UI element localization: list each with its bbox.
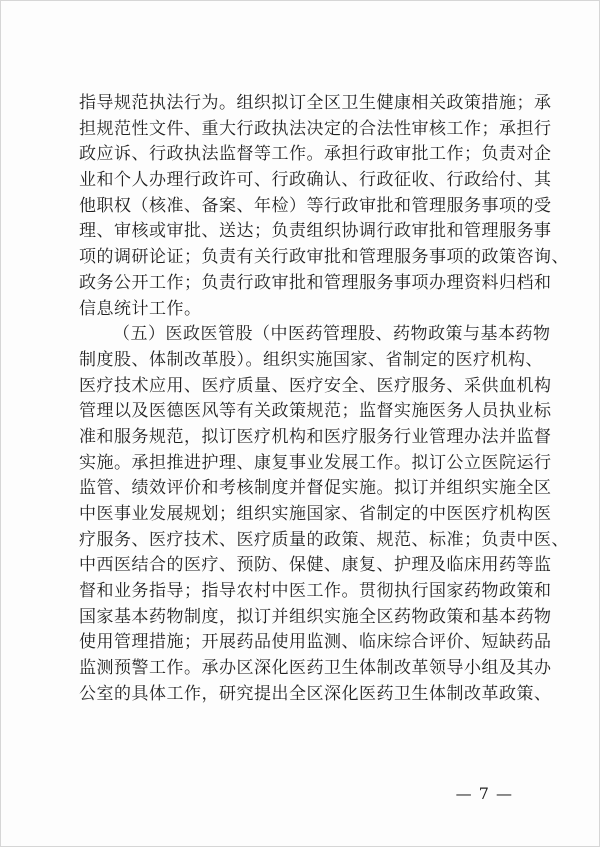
text-line: 信息统计工作。: [79, 298, 202, 319]
text-line: 理、审核或审批、送达；负责组织协调行政审批和管理服务事: [79, 221, 552, 242]
text-line: 他职权（核准、备案、年检）等行政审批和管理服务事项的受: [79, 195, 552, 216]
text-line: 监测预警工作。承办区深化医药卫生体制改革领导小组及其办: [79, 658, 552, 679]
text-line: 督和业务指导；指导农村中医工作。贯彻执行国家药物政策和: [79, 581, 552, 602]
section-heading-line: （五）医政医管股（中医药管理股、药物政策与基本药物: [113, 324, 551, 345]
text-line: 使用管理措施；开展药品使用监测、临床综合评价、短缺药品: [79, 632, 552, 653]
text-line: 疗服务、医疗技术、医疗质量的政策、规范、标准；负责中医、: [79, 529, 569, 550]
text-line: 业和个人办理行政许可、行政确认、行政征收、行政给付、其: [79, 170, 552, 191]
text-line: 项的调研论证；负责有关行政审批和管理服务事项的政策咨询、: [79, 247, 569, 268]
body-text: [79, 91, 569, 708]
text-line: 监管、绩效评价和考核制度并督促实施。拟订并组织实施全区: [79, 478, 552, 499]
text-line: 中医事业发展规划；组织实施国家、省制定的中医医疗机构医: [79, 504, 552, 524]
text-line: 医疗技术应用、医疗质量、医疗安全、医疗服务、采供血机构: [79, 375, 552, 396]
text-line: 管理以及医德医风等有关政策规范；监督实施医务人员执业标: [79, 401, 552, 422]
text-line: 实施。承担推进护理、康复事业发展工作。拟订公立医院运行: [79, 452, 552, 473]
text-line: 政务公开工作；负责行政审批和管理服务事项办理资料归档和: [79, 272, 552, 293]
page-number: — 7 —: [455, 784, 513, 803]
text-line: 公室的具体工作，研究提出全区深化医药卫生体制改革政策、: [79, 683, 552, 704]
text-line: 制度股、体制改革股）。组织实施国家、省制定的医疗机构、: [79, 349, 543, 370]
text-line: 国家基本药物制度，拟订并组织实施全区药物政策和基本药物: [79, 606, 552, 627]
text-line: 政应诉、行政执法监督等工作。承担行政审批工作；负责对企: [79, 144, 552, 165]
text-line: 指导规范执法行为。组织拟订全区卫生健康相关政策措施；承: [79, 93, 552, 113]
text-line: 中西医结合的医疗、预防、保健、康复、护理及临床用药等监: [79, 555, 552, 576]
text-line: 准和服务规范，拟订医疗机构和医疗服务行业管理办法并监督: [79, 426, 552, 447]
text-line: 担规范性文件、重大行政执法决定的合法性审核工作；承担行: [79, 118, 552, 139]
